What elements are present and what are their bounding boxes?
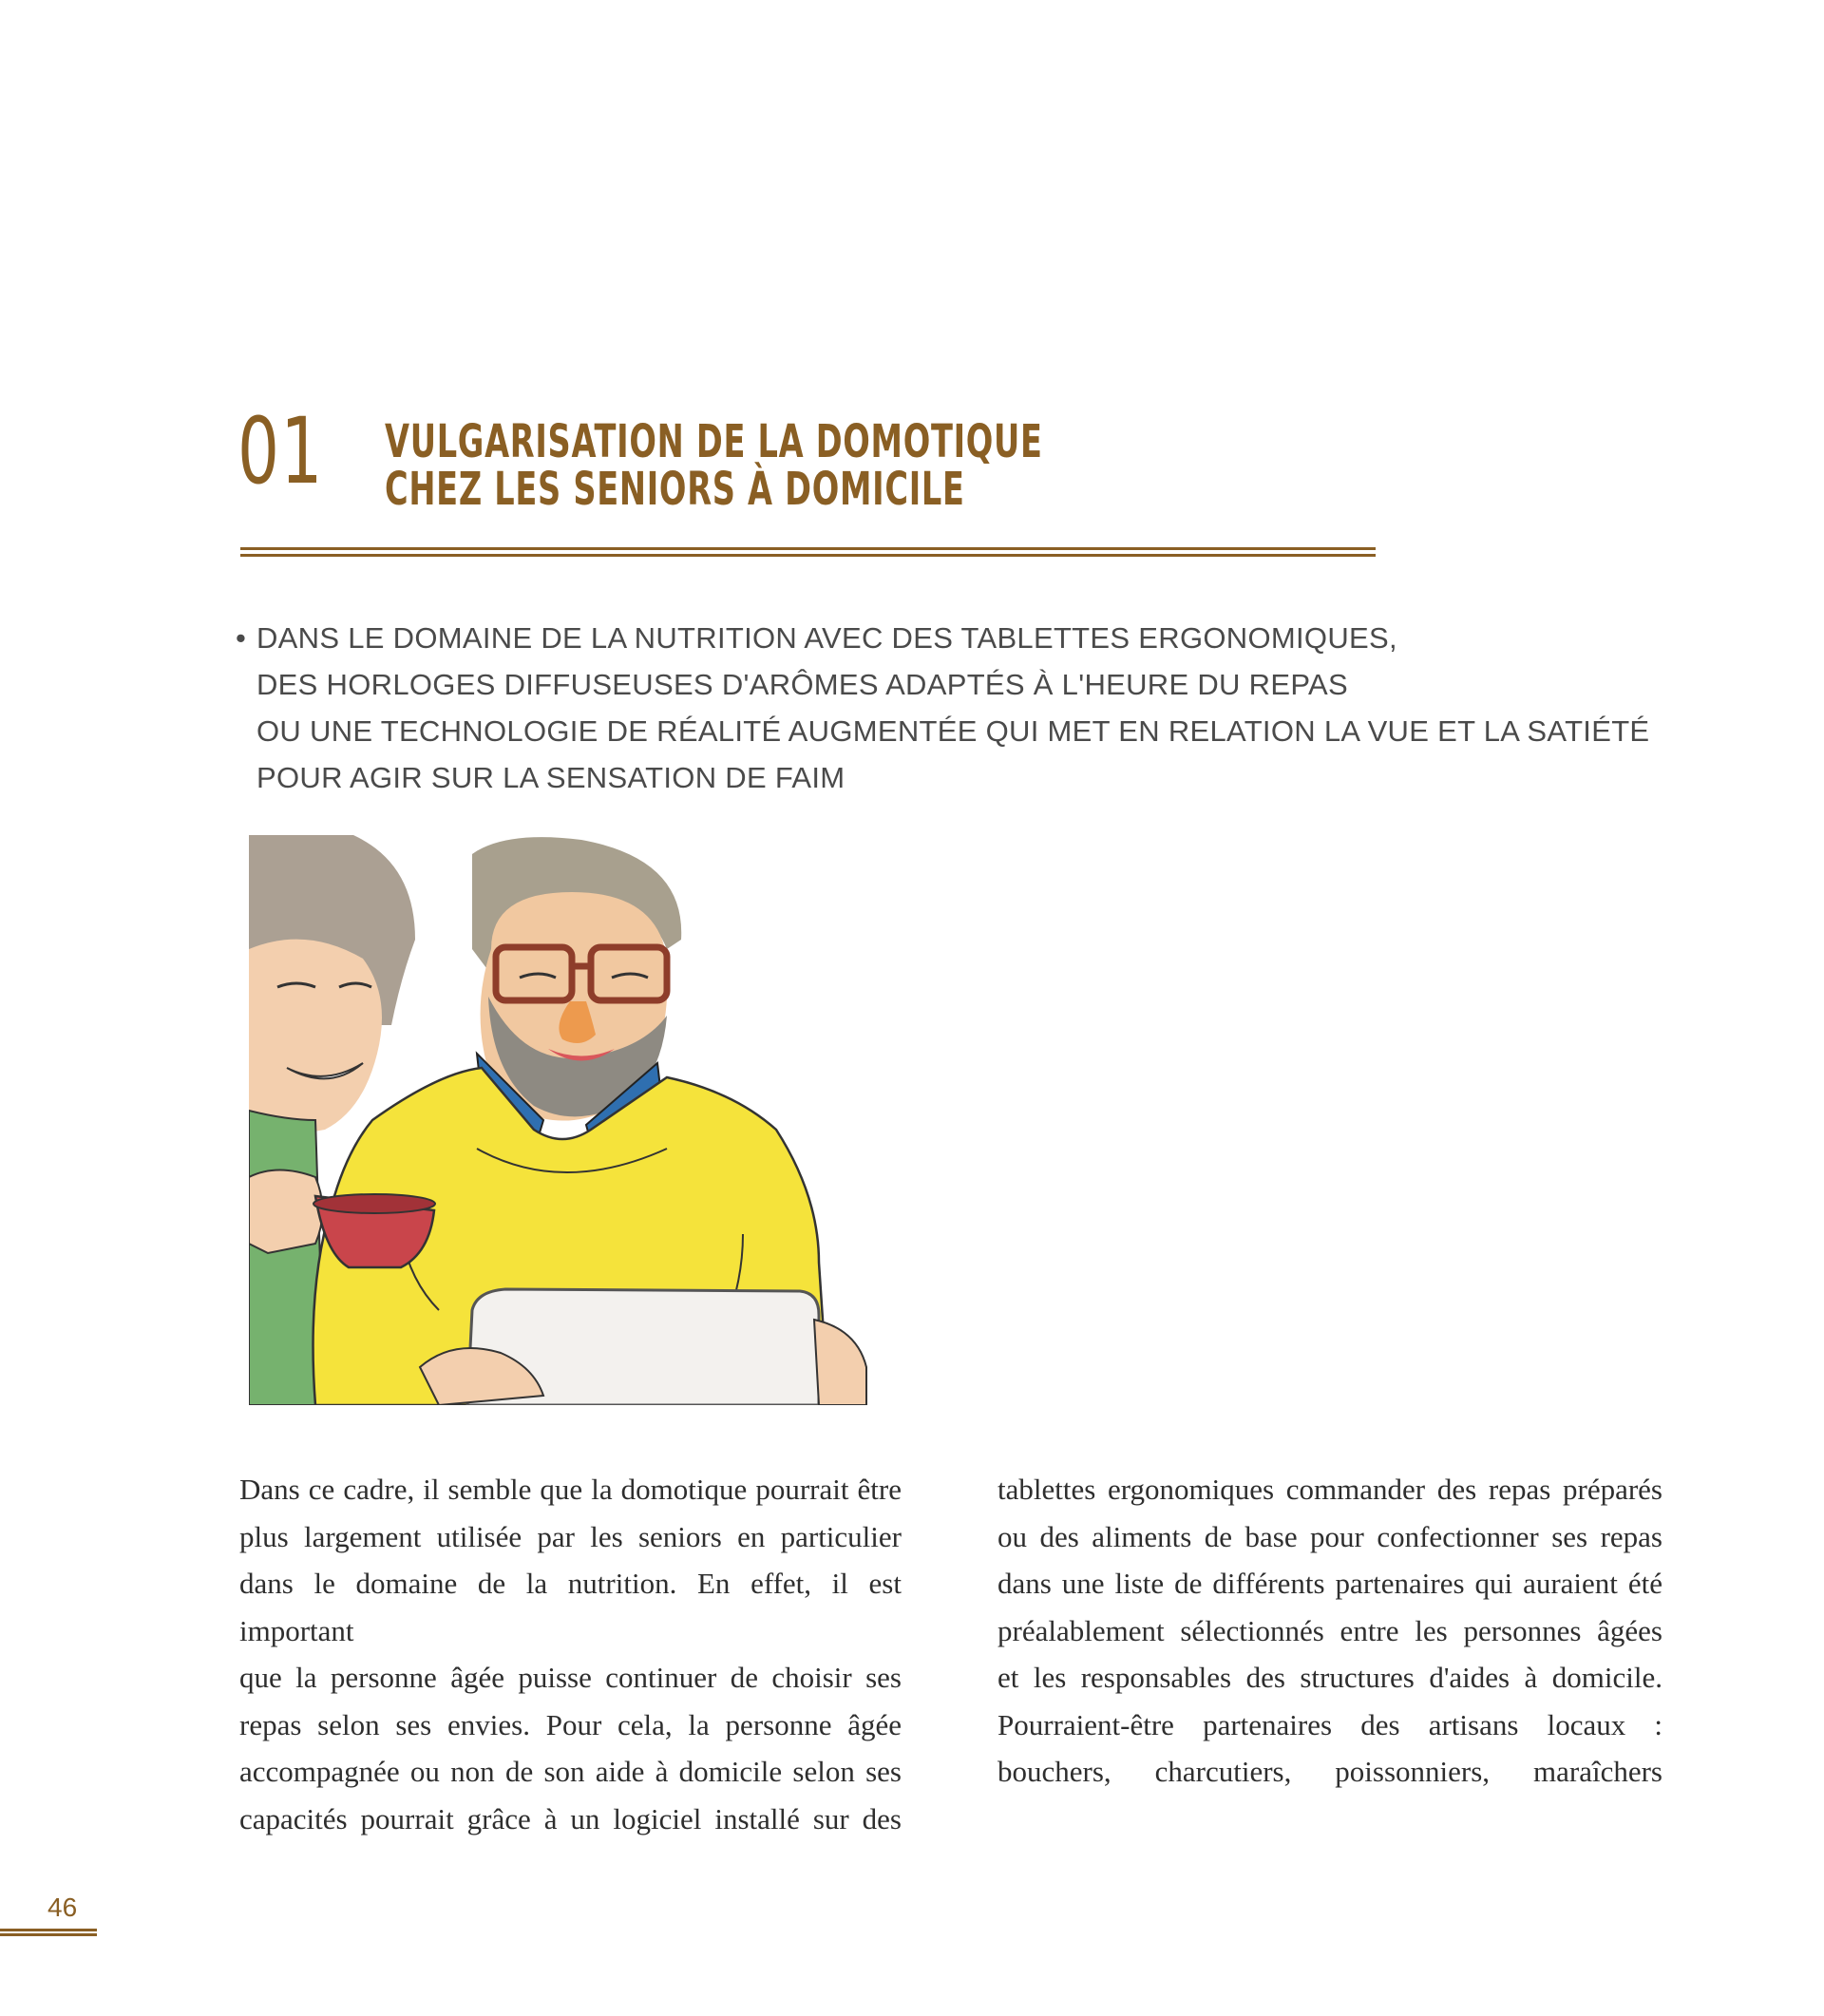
intro-line-3: OU UNE TECHNOLOGIE DE RÉALITÉ AUGMENTÉE QUI MET EN RELATION LA VUE ET LA SATIÉTÉ xyxy=(256,714,1650,748)
body-left-line: repas selon ses envies. Pour cela, la personne âgée xyxy=(239,1707,902,1741)
body-right-line: dans une liste de différents partenaires qui auraient été xyxy=(998,1567,1662,1600)
body-left-line: plus largement utilisée par les seniors en particulier xyxy=(239,1519,902,1553)
section-title xyxy=(385,415,1043,516)
body-left-line: capacités pourrait grâce à un logiciel installé sur des xyxy=(239,1801,902,1835)
intro-line-2: DES HORLOGES DIFFUSEUSES D'ARÔMES ADAPTÉS À L'HEURE DU REPAS xyxy=(256,668,1348,701)
body-text-right-column xyxy=(998,1466,1662,1796)
body-left-line: que la personne âgée puisse continuer de choisir ses xyxy=(239,1661,902,1694)
section-title-line-1: VULGARISATION DE LA DOMOTIQUE xyxy=(385,415,1043,468)
body-right-line: tablettes ergonomiques commander des repas préparés xyxy=(998,1473,1662,1506)
body-right-line: Pourraient-être partenaires des artisans locaux : xyxy=(998,1707,1662,1741)
illustration-senior-couple-tablet xyxy=(249,835,933,1405)
body-left-line: dans le domaine de la nutrition. En effet, il est important xyxy=(239,1567,902,1647)
intro-line-1-text: DANS LE DOMAINE DE LA NUTRITION AVEC DES TABLETTES ERGONOMIQUES, xyxy=(256,621,1397,655)
bullet-icon: • xyxy=(236,621,247,655)
page-number-rule xyxy=(0,1929,97,1936)
intro-line-4: POUR AGIR SUR LA SENSATION DE FAIM xyxy=(256,761,846,794)
body-right-line: ou des aliments de base pour confectionner ses repas xyxy=(998,1519,1662,1553)
body-text-left-column xyxy=(239,1466,902,1842)
title-double-rule xyxy=(240,547,1376,557)
body-right-line: et les responsables des structures d'aides à domicile. xyxy=(998,1661,1662,1694)
intro-line-1 xyxy=(236,615,1623,661)
body-left-line: Dans ce cadre, il semble que la domotique pourrait être xyxy=(239,1473,902,1506)
watercolor-illustration-icon xyxy=(249,835,933,1405)
section-number: 01 xyxy=(238,398,324,504)
page-number: 46 xyxy=(48,1892,78,1922)
section-title-line-2: CHEZ LES SENIORS À DOMICILE xyxy=(385,463,965,516)
body-left-line: accompagnée ou non de son aide à domicile selon ses xyxy=(239,1755,902,1788)
body-right-line: bouchers, charcutiers, poissonniers, maraîchers xyxy=(998,1755,1662,1788)
intro-bullet-list xyxy=(236,615,1650,801)
body-right-line: préalablement sélectionnés entre les personnes âgées xyxy=(998,1613,1662,1647)
